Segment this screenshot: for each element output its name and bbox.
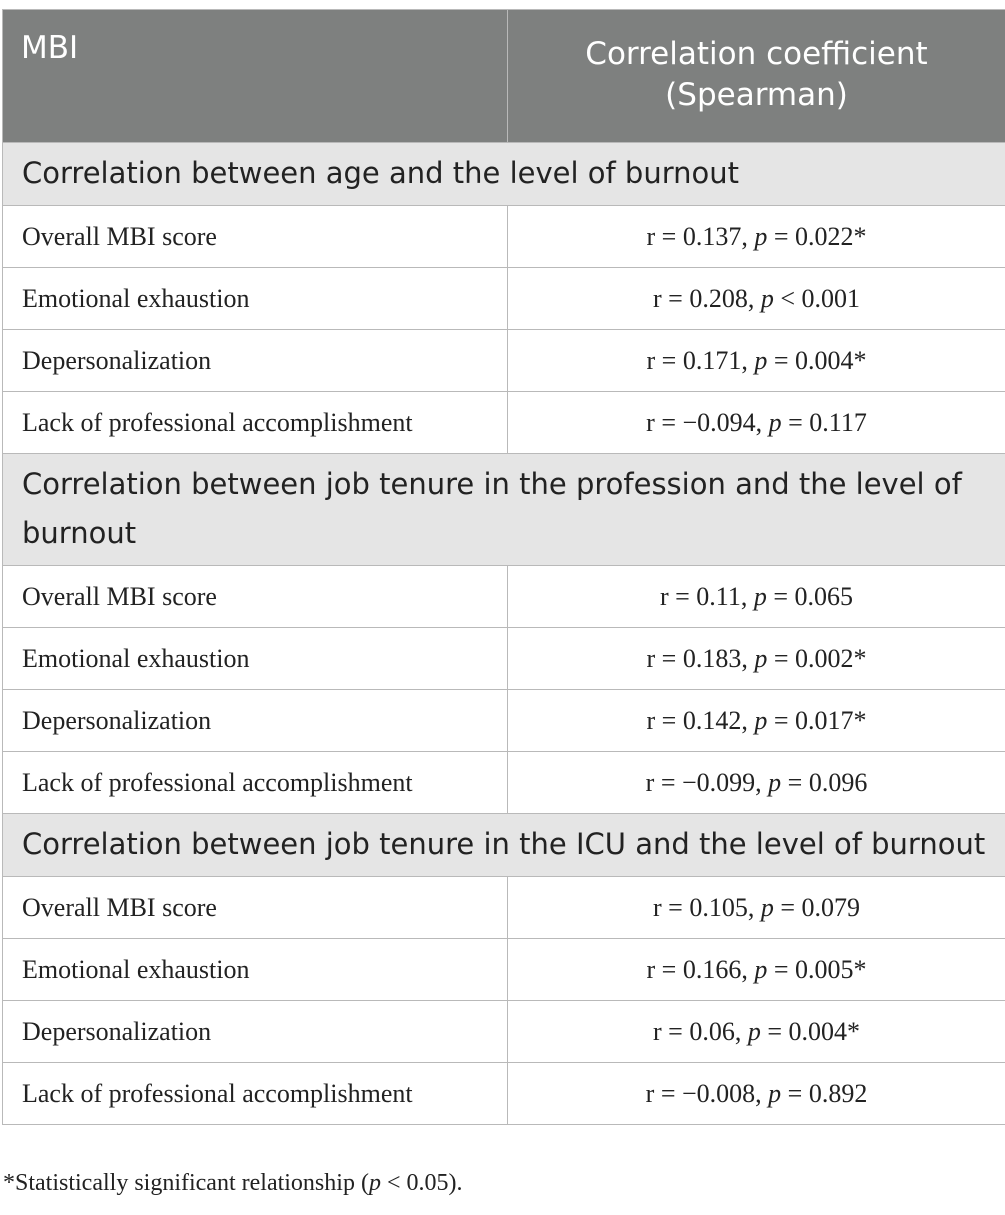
mbi-measure-cell: Depersonalization [3, 1001, 508, 1063]
p-symbol: p [754, 221, 768, 251]
p-value: = 0.017* [767, 705, 867, 735]
table-body [3, 143, 1005, 1125]
r-value: r = 0.171, [646, 345, 755, 375]
p-value: = 0.022* [767, 221, 867, 251]
p-value: = 0.892 [781, 1078, 868, 1108]
mbi-measure-cell: Depersonalization [3, 690, 508, 752]
p-symbol: p [754, 643, 768, 673]
p-value: = 0.004* [767, 345, 867, 375]
table-row [3, 330, 1005, 392]
correlation-value-cell [508, 268, 1005, 330]
correlation-value-cell [508, 939, 1005, 1001]
r-value: r = 0.142, [646, 705, 755, 735]
p-symbol: p [760, 892, 774, 922]
footnote-p-symbol: p [368, 1170, 381, 1196]
header-correlation-coefficient: Correlation coefficient (Spearman) [508, 10, 1005, 143]
header-mbi: MBI [3, 10, 508, 143]
p-symbol: p [768, 767, 782, 797]
section-title: Correlation between job tenure in the ICU and the level of burnout [3, 814, 1005, 877]
r-value: r = 0.208, [653, 283, 761, 313]
correlation-value-cell [508, 628, 1005, 690]
r-value: r = 0.06, [653, 1016, 748, 1046]
p-symbol: p [768, 1078, 782, 1108]
p-value: = 0.005* [767, 954, 867, 984]
correlation-value-cell [508, 877, 1005, 939]
correlation-value-cell [508, 1001, 1005, 1063]
mbi-measure-cell: Lack of professional accomplishment [3, 752, 508, 814]
p-value: = 0.096 [781, 767, 868, 797]
mbi-measure-cell: Emotional exhaustion [3, 268, 508, 330]
r-value: r = −0.094, [646, 407, 769, 437]
mbi-measure-cell: Lack of professional accomplishment [3, 392, 508, 454]
table-row [3, 1063, 1005, 1125]
correlation-value-cell [508, 690, 1005, 752]
p-symbol: p [754, 345, 768, 375]
r-value: r = 0.166, [646, 954, 755, 984]
table-row [3, 877, 1005, 939]
correlation-value-cell [508, 566, 1005, 628]
correlation-value-cell [508, 752, 1005, 814]
mbi-measure-cell: Overall MBI score [3, 566, 508, 628]
table-row [3, 1001, 1005, 1063]
section-header-row [3, 814, 1005, 877]
p-value: < 0.001 [773, 283, 860, 313]
table-row [3, 628, 1005, 690]
mbi-measure-cell: Overall MBI score [3, 206, 508, 268]
r-value: r = 0.183, [646, 643, 755, 673]
footnote [3, 1170, 462, 1197]
table-row [3, 268, 1005, 330]
p-value: = 0.065 [766, 581, 854, 611]
correlation-value-cell [508, 330, 1005, 392]
r-value: r = 0.105, [653, 892, 761, 922]
p-value: = 0.004* [760, 1016, 860, 1046]
p-value: = 0.079 [773, 892, 860, 922]
section-title: Correlation between job tenure in the profession and the level of burnout [3, 454, 1005, 566]
section-header-row [3, 454, 1005, 566]
r-value: r = 0.11, [659, 581, 754, 611]
table-row [3, 939, 1005, 1001]
section-title: Correlation between age and the level of burnout [3, 143, 1005, 206]
p-symbol: p [747, 1016, 761, 1046]
p-value: = 0.117 [781, 407, 867, 437]
mbi-measure-cell: Depersonalization [3, 330, 508, 392]
table-row [3, 206, 1005, 268]
correlation-value-cell [508, 392, 1005, 454]
p-symbol: p [768, 407, 782, 437]
correlation-value-cell [508, 1063, 1005, 1125]
footnote-prefix: *Statistically significant relationship ( [3, 1170, 369, 1196]
correlation-table [2, 9, 1005, 1125]
mbi-measure-cell: Emotional exhaustion [3, 628, 508, 690]
table-header-row [3, 10, 1005, 143]
r-value: r = −0.099, [645, 767, 769, 797]
r-value: r = −0.008, [645, 1078, 769, 1108]
p-value: = 0.002* [767, 643, 867, 673]
p-symbol: p [754, 954, 768, 984]
p-symbol: p [754, 705, 768, 735]
r-value: r = 0.137, [646, 221, 755, 251]
table-row [3, 566, 1005, 628]
mbi-measure-cell: Overall MBI score [3, 877, 508, 939]
p-symbol: p [753, 581, 767, 611]
section-header-row [3, 143, 1005, 206]
mbi-measure-cell: Lack of professional accomplishment [3, 1063, 508, 1125]
footnote-suffix: < 0.05). [380, 1170, 463, 1196]
correlation-value-cell [508, 206, 1005, 268]
table-row [3, 752, 1005, 814]
table-row [3, 392, 1005, 454]
mbi-measure-cell: Emotional exhaustion [3, 939, 508, 1001]
p-symbol: p [760, 283, 774, 313]
table-row [3, 690, 1005, 752]
